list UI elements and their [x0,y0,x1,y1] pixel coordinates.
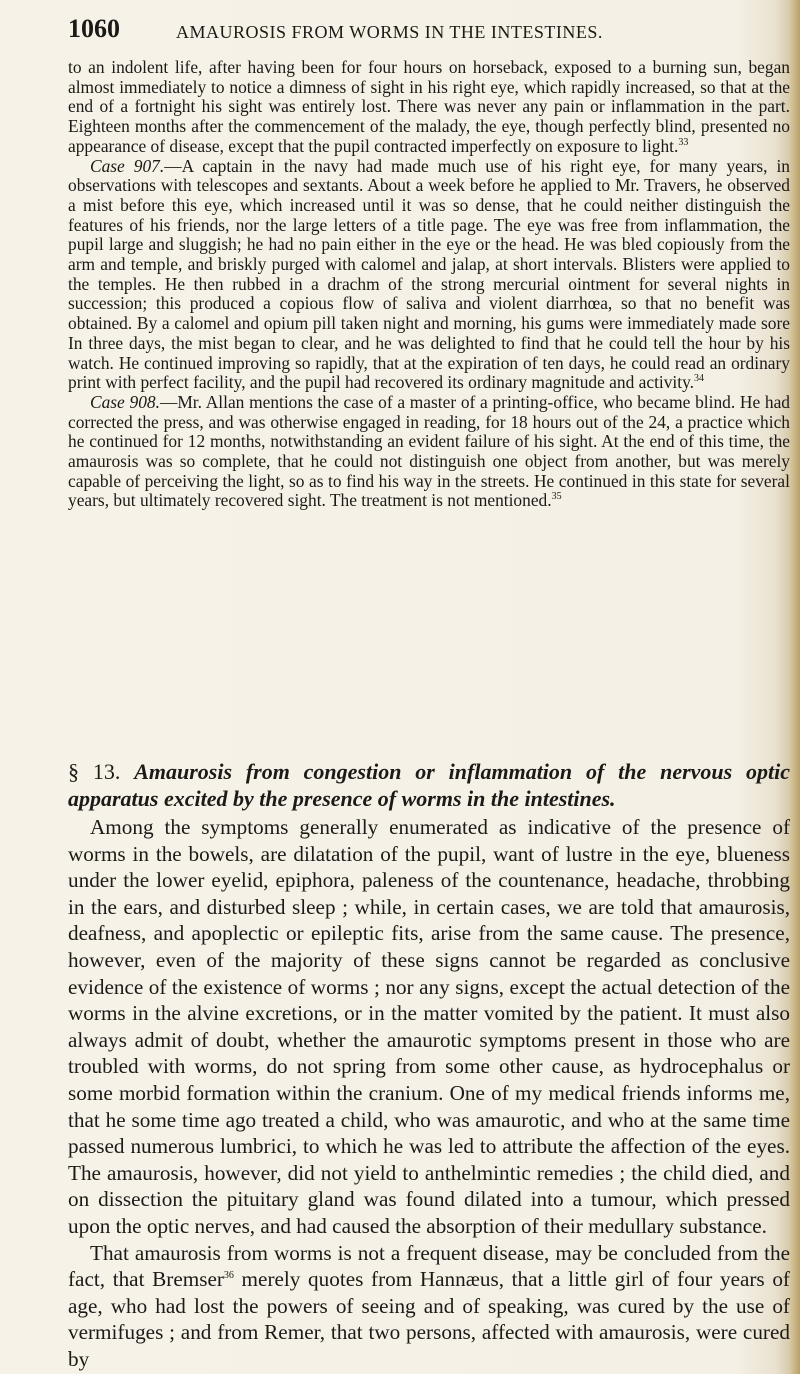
small-print-block [68,58,790,511]
footnote-ref-35: 35 [551,491,562,503]
footnote-ref-36: 36 [223,1270,234,1282]
body-paragraph-2 [68,1240,790,1373]
paragraph-text: merely quotes from Hannæus, that a little girl of four years of age, who had lost the powers of seeing and of speaking, was cured by the use of vermifuges ; and from Remer, that two persons, affected with amaurosis, were cured by [68,1267,790,1371]
section-title: Amaurosis from congestion or inflammation of the nervous optic apparatus excited by the presence of worms in the intestines. [68,759,791,811]
footnote-ref-33: 33 [678,137,689,149]
case-908-label: Case 908. [90,391,160,412]
section-heading [68,758,790,812]
large-print-block [68,814,790,1372]
footnote-ref-34: 34 [694,373,705,385]
section-number: § 13. [68,759,121,784]
running-title: AMAUROSIS FROM WORMS IN THE INTESTINES. [176,22,603,42]
page-number: 1060 [68,14,120,43]
continued-paragraph [68,58,790,157]
case-908-text: —Mr. Allan mentions the case of a master of a printing-office, who became blind. He had corrected the press, and was otherwise engaged in reading, for 18 hours out of the 24, a practice which he continued for 12 months, notwithstanding an evident failure of his sight. At the end of this time, the amaurosis was so complete, that he could not distinguish one object from another, but was merely capable of perceiving the light, so as to find his way in the streets. He continued in this state for several years, but ultimately recovered sight. The treatment is not mentioned. [68,391,790,511]
case-908-paragraph [68,393,790,511]
body-paragraph-1: Among the symptoms generally enumerated as indicative of the presence of worms in the bowels, are dilatation of the pupil, want of lustre in the eye, blueness under the lower eyelid, epiphora, paleness of the countenance, headache, throbbing in the ears, and disturbed sleep ; while, in certain cases, we are told that amaurosis, deafness, and apoplectic or epileptic fits, arise from the same cause. The presence, however, even of the majority of these signs cannot be regarded as conclusive evidence of the existence of worms ; nor any signs, except the actual detection of the worms in the alvine excretions, or in the matter vomited by the patient. It must also always admit of doubt, whether the amaurotic symptoms present in those who are troubled with worms, do not spring from some other cause, as hydrocephalus or some morbid formation within the cranium. One of my medical friends informs me, that he some time ago treated a child, who was amaurotic, and who at the same time passed numerous lumbrici, to which he was led to attribute the affection of the eyes. The amaurosis, however, did not yield to anthelmintic remedies ; the child died, and on dissection the pituitary gland was found dilated into a tumour, which pressed upon the optic nerves, and had caused the absorption of their medullary substance. [68,815,790,1238]
page-header [68,14,768,54]
paragraph-text: to an indolent life, after having been for four hours on horseback, exposed to a burning sun, began almost immediately to notice a dimness of sight in his right eye, which rapidly increased, so that at the end of a fortnight his sight was entirely lost. There was never any pain or inflammation in the part. Eighteen months after the commencement of the malady, the eye, though perfectly blind, presented no appearance of disease, except that the pupil contracted imperfectly on exposure to light. [68,57,790,156]
paragraph-text: That amaurosis from worms is not a frequent disease, may be concluded from the fact, that Bremser [68,1240,790,1292]
case-907-paragraph [68,157,790,393]
case-907-label: Case 907. [90,155,165,176]
page-edge [790,0,800,1374]
case-907-text: —A captain in the navy had made much use of his right eye, for many years, in observations with telescopes and sextants. About a week before he applied to Mr. Travers, he observed a mist before this eye, which increased until it was so dense, that he could neither distinguish the features of his friends, nor the large letters of a title page. The eye was free from inflammation, the pupil large and sluggish; he had no pain either in the eye or the head. He was bled copiously from the arm and temple, and briskly purged with calomel and jalap, at short intervals. Blisters were applied to the temples. He then rubbed in a drachm of the strong mercurial ointment for several nights in succession; this produced a copious flow of saliva and violent diarrhœa, so that no benefit was obtained. By a calomel and opium pill taken night and morning, his gums were immediately made sore In three days, the mist began to clear, and he was delighted to find that he could tell the hour by his watch. He continued improving so rapidly, that at the expiration of ten days, he could read an ordinary print with perfect facility, and the pupil had recovered its ordinary magnitude and activity. [68,155,790,393]
